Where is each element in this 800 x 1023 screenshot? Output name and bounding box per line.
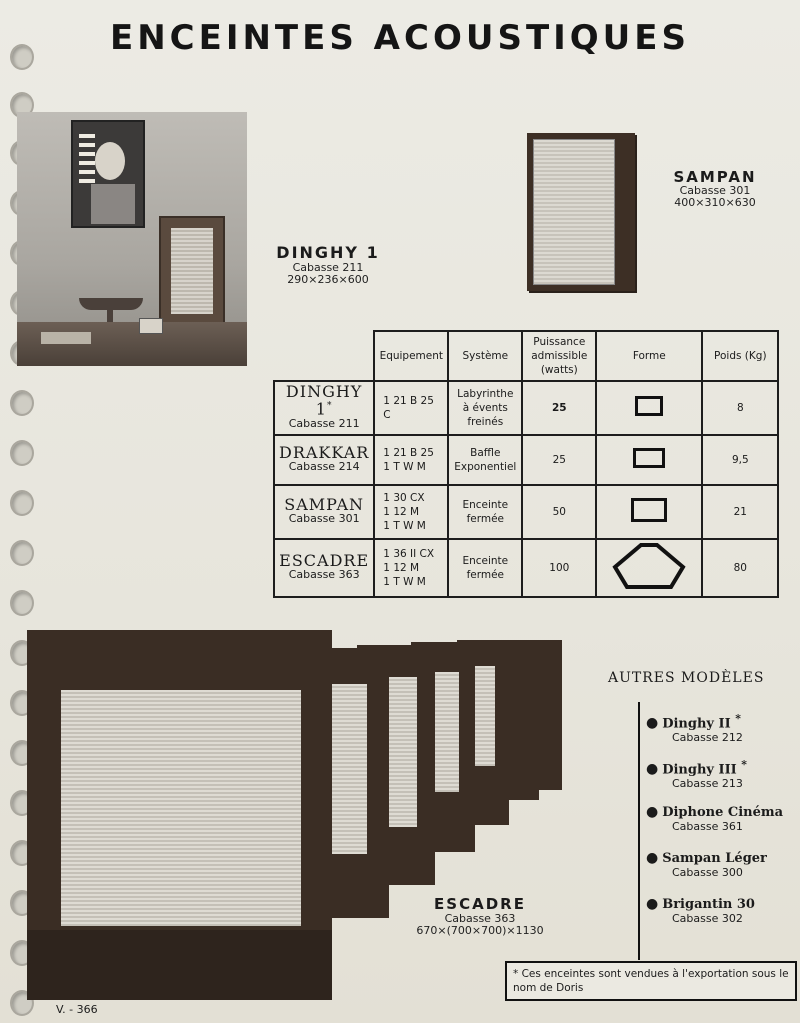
table-row (274, 539, 778, 597)
rectangle-shape-icon (631, 498, 667, 522)
table-row (274, 381, 778, 435)
autres-item-name: Brigantin 30 (662, 897, 755, 912)
row-cabinet: Cabasse 214 (288, 460, 360, 473)
row-weight: 21 (702, 485, 778, 539)
row-power: 25 (522, 435, 596, 485)
row-name: ESCADRE (279, 551, 370, 570)
header-puissance: Puissance admissible (watts) (522, 331, 596, 381)
autres-item-cabinet: Cabasse 302 (672, 912, 743, 925)
table-row (274, 435, 778, 485)
row-equipment: 1 12 M (383, 506, 420, 518)
table-row (274, 485, 778, 539)
escadre-cabinet: Cabasse 363 (444, 912, 516, 925)
row-equipment: 1 12 M (383, 562, 420, 574)
autres-title: AUTRES MODÈLES (608, 670, 765, 686)
rectangle-shape-icon (635, 396, 663, 416)
dinghy1-dimensions: 290×236×600 (287, 273, 369, 286)
autres-divider (638, 702, 640, 960)
list-item: ● Sampan Léger Cabasse 300 (646, 850, 796, 896)
row-name: SAMPAN (284, 495, 365, 514)
list-item: ● Diphone Cinéma Cabasse 361 (646, 804, 796, 850)
header-systeme: Système (448, 331, 522, 381)
row-name: DINGHY 1 (285, 382, 363, 419)
sampan-speaker-image (527, 133, 635, 291)
header-poids: Poids (Kg) (702, 331, 778, 381)
row-power: 25 (522, 381, 596, 435)
row-weight: 8 (702, 381, 778, 435)
spec-table (273, 330, 779, 598)
list-item: ● Dinghy II * Cabasse 212 (646, 712, 796, 758)
escadre-speakers-image (27, 620, 562, 1000)
sampan-dimensions: 400×310×630 (674, 196, 756, 209)
autres-item-cabinet: Cabasse 361 (672, 820, 743, 833)
row-system: Baffle Exponentiel (448, 435, 522, 485)
row-equipment: 1 21 B 25 (383, 447, 434, 459)
list-item: ● Dinghy III * Cabasse 213 (646, 758, 796, 804)
autres-item-name: Dinghy III (662, 762, 737, 778)
autres-item-name: Diphone Cinéma (662, 805, 784, 820)
autres-list (646, 712, 796, 942)
dinghy-room-photo (17, 112, 247, 366)
row-cabinet: Cabasse 211 (288, 416, 360, 430)
autres-item-name: Sampan Léger (662, 851, 767, 866)
sampan-name: SAMPAN (673, 168, 757, 186)
escadre-name: ESCADRE (434, 895, 526, 913)
autres-item-cabinet: Cabasse 213 (672, 777, 743, 791)
row-name: DRAKKAR (279, 443, 370, 462)
autres-item-cabinet: Cabasse 212 (672, 731, 743, 745)
row-equipment: 1 T W M (383, 520, 426, 532)
row-cabinet: Cabasse 301 (288, 512, 360, 525)
row-power: 100 (522, 539, 596, 597)
row-star: * (326, 401, 333, 412)
row-weight: 80 (702, 539, 778, 597)
list-item: ● Brigantin 30 Cabasse 302 (646, 896, 796, 942)
dinghy1-name: DINGHY 1 (276, 243, 380, 262)
page-number: V. - 366 (56, 1003, 98, 1016)
dinghy1-cabinet: Cabasse 211 (292, 261, 364, 274)
autres-item-cabinet: Cabasse 300 (672, 866, 743, 879)
row-system: Enceinte fermée (448, 485, 522, 539)
row-cabinet: Cabasse 363 (288, 568, 360, 581)
row-system: Labyrinthe à évents freinés (448, 381, 522, 435)
header-forme: Forme (596, 331, 702, 381)
table-header-row (274, 331, 778, 381)
row-equipment: 1 T W M (383, 461, 426, 473)
row-equipment: 1 T W M (383, 576, 426, 588)
rectangle-shape-icon (633, 448, 665, 468)
row-power: 50 (522, 485, 596, 539)
header-equipement: Equipement (374, 331, 448, 381)
row-equipment: 1 30 CX (383, 492, 425, 504)
row-system: Enceinte fermée (448, 539, 522, 597)
sampan-cabinet: Cabasse 301 (679, 184, 751, 197)
row-equipment: 1 21 B 25 C (383, 395, 434, 421)
painting-image (71, 120, 145, 228)
autres-item-name: Dinghy II (662, 716, 731, 732)
export-note: * Ces enceintes sont vendues à l'exportation sous le nom de Doris (505, 961, 797, 1001)
dinghy-speaker-image (159, 216, 225, 326)
pentagon-shape-icon (609, 541, 689, 591)
page-title: ENCEINTES ACOUSTIQUES (109, 18, 691, 58)
shelf-image (17, 322, 247, 366)
row-weight: 9,5 (702, 435, 778, 485)
row-equipment: 1 36 II CX (383, 548, 435, 560)
escadre-dimensions: 670×(700×700)×1130 (416, 924, 544, 937)
